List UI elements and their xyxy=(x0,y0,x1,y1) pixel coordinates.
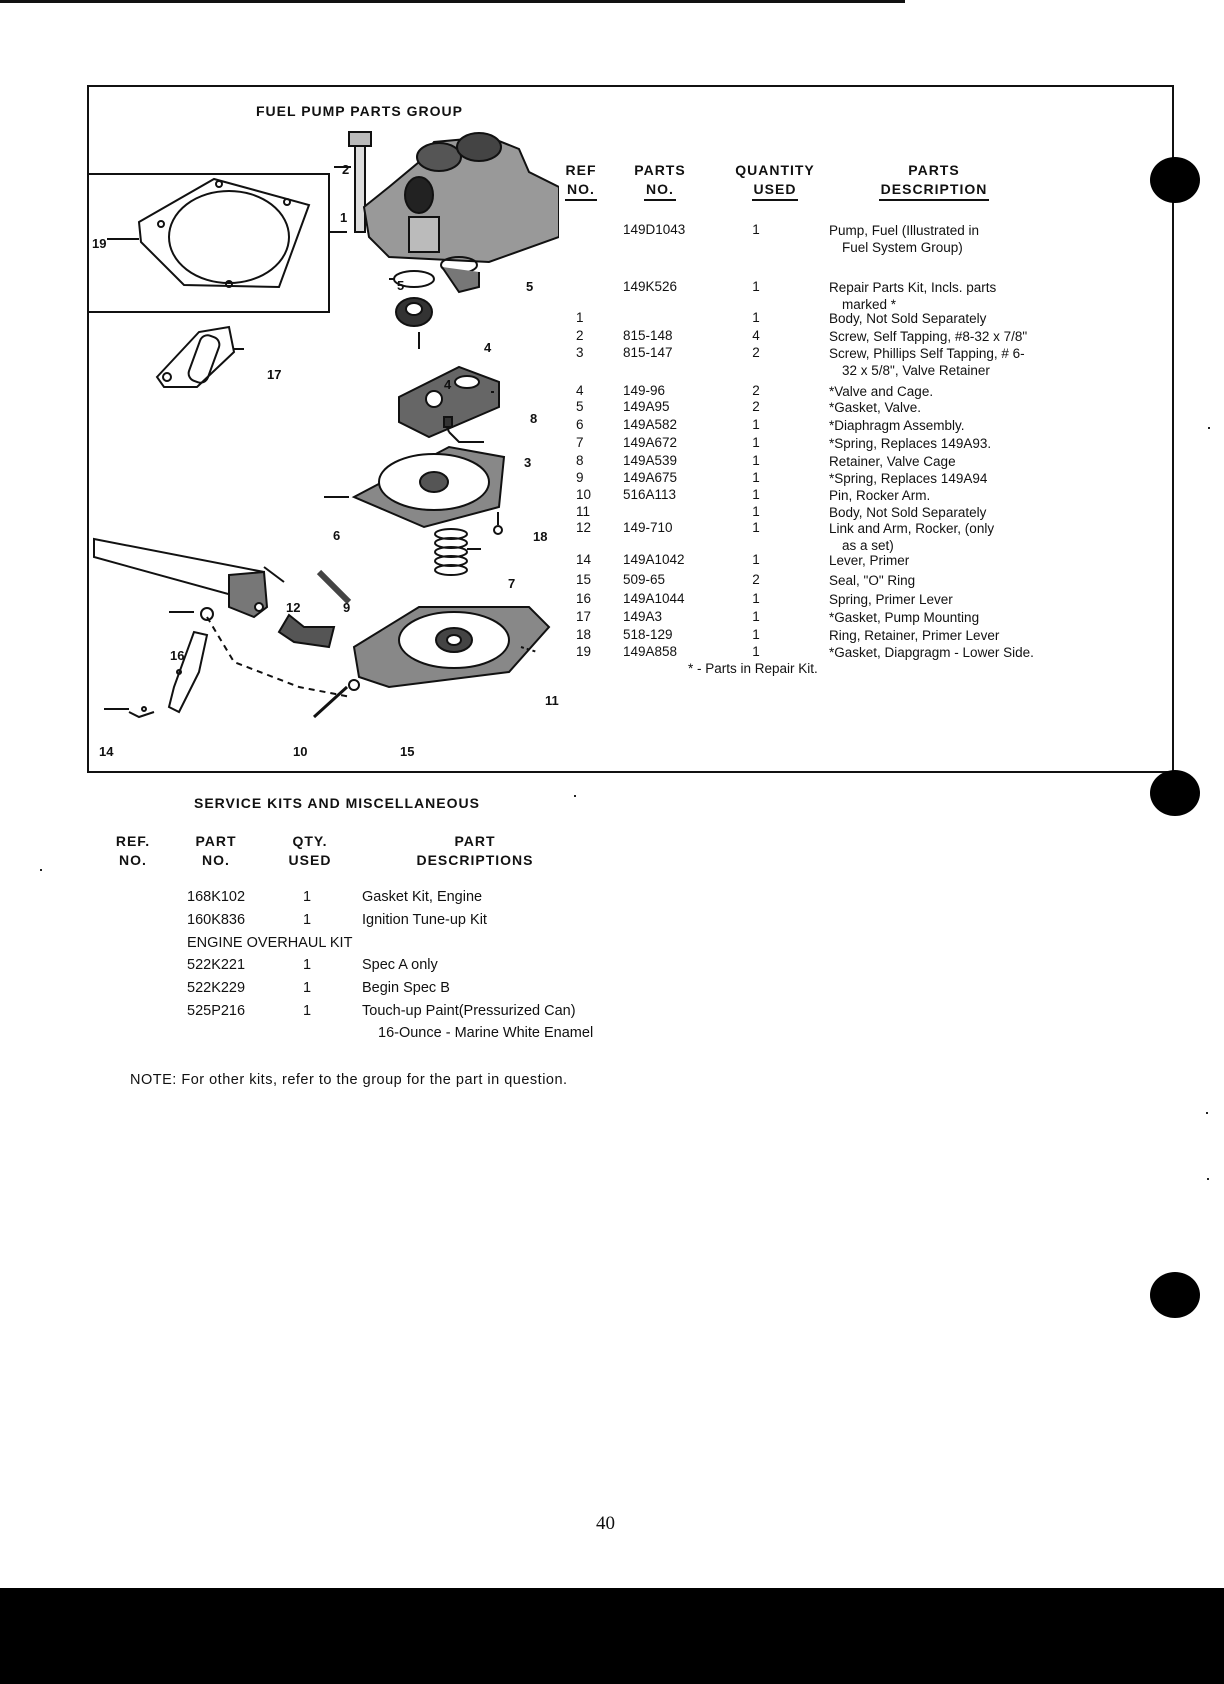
service-desc-cell: Begin Spec B xyxy=(362,980,450,996)
callout-9: 9 xyxy=(343,600,351,615)
callout-1: 1 xyxy=(340,210,348,225)
fuel-pump-exploded-diagram xyxy=(89,87,559,771)
ref-no-cell: 4 xyxy=(576,383,584,398)
quantity-cell: 2 xyxy=(752,399,760,414)
part-no-cell: 149A539 xyxy=(623,453,678,468)
note-text: NOTE: For other kits, refer to the group for the part in question. xyxy=(130,1072,568,1088)
header-qty-line1: QUANTITY xyxy=(735,162,815,178)
bottom-scan-band xyxy=(0,1588,1224,1684)
description-cell: Link and Arm, Rocker, (only xyxy=(829,521,995,536)
scan-speck xyxy=(1207,1178,1209,1180)
service-desc-cell: 16-Ounce - Marine White Enamel xyxy=(378,1025,594,1041)
description-cell: Repair Parts Kit, Incls. parts xyxy=(829,280,997,295)
header-desc-line1: PARTS xyxy=(908,162,960,178)
callout-10: 10 xyxy=(293,744,308,759)
description-cell: *Gasket, Valve. xyxy=(829,400,922,415)
part-no-cell: 516A113 xyxy=(623,487,677,502)
scan-speck xyxy=(574,795,576,797)
callout-3: 3 xyxy=(524,455,532,470)
pump-body-drawing xyxy=(329,132,559,262)
part-no-cell: 149A675 xyxy=(623,470,678,485)
part-no-cell: 149A672 xyxy=(623,435,678,450)
part-no-cell: 149A3 xyxy=(623,609,663,624)
parts-group-title: FUEL PUMP PARTS GROUP xyxy=(256,103,463,119)
callout-17: 17 xyxy=(267,367,282,382)
quantity-cell: 1 xyxy=(752,609,760,624)
part-no-cell: 509-65 xyxy=(623,572,666,587)
part-no-cell: 149A858 xyxy=(623,644,678,659)
service-part-cell: 160K836 xyxy=(187,912,246,928)
quantity-cell: 1 xyxy=(752,504,760,519)
ref-no-cell: 1 xyxy=(576,310,584,325)
header-part-line2: NO. xyxy=(644,180,676,201)
ref-no-cell: 10 xyxy=(576,487,592,502)
part-no-cell: 149K526 xyxy=(623,279,678,294)
part-no-cell: 149-710 xyxy=(623,520,673,535)
service-part-cell: 525P216 xyxy=(187,1003,246,1019)
valve-parts-drawing xyxy=(389,257,479,349)
scan-speck xyxy=(1208,427,1210,429)
ref-no-cell: 17 xyxy=(576,609,592,624)
callout-14: 14 xyxy=(99,744,114,759)
quantity-cell: 2 xyxy=(752,383,760,398)
header-ref-no xyxy=(556,161,606,201)
ref-no-cell: 19 xyxy=(576,644,592,659)
description-cell: marked * xyxy=(842,297,897,312)
quantity-cell: 1 xyxy=(752,552,760,567)
description-cell: Ring, Retainer, Primer Lever xyxy=(829,628,1000,643)
description-cell: *Gasket, Diapgragm - Lower Side. xyxy=(829,645,1034,660)
description-cell: Seal, "O" Ring xyxy=(829,573,916,588)
header-ref-line1: REF xyxy=(565,162,597,178)
service-qty-cell: 1 xyxy=(303,912,312,928)
description-cell: Screw, Phillips Self Tapping, # 6- xyxy=(829,346,1025,361)
ref-no-cell: 2 xyxy=(576,328,584,343)
service-part-cell: 522K229 xyxy=(187,980,246,996)
quantity-cell: 1 xyxy=(752,435,760,450)
punch-hole xyxy=(1150,1272,1200,1318)
callout-4-left: 4 xyxy=(444,377,452,392)
callout-6: 6 xyxy=(333,528,341,543)
part-no-cell: 149A95 xyxy=(623,399,670,414)
callout-12: 12 xyxy=(286,600,301,615)
service-header-ref xyxy=(108,832,158,870)
header-part-line1: PARTS xyxy=(634,162,686,178)
service-part-cell: ENGINE OVERHAUL KIT xyxy=(187,935,353,951)
ref-no-cell: 8 xyxy=(576,453,584,468)
service-header-desc-line1: PART xyxy=(454,833,496,849)
ref-no-cell: 6 xyxy=(576,417,584,432)
service-header-desc xyxy=(400,832,550,870)
punch-hole xyxy=(1150,770,1200,816)
header-parts-description xyxy=(864,161,1004,201)
callout-16: 16 xyxy=(170,648,185,663)
callout-2: 2 xyxy=(342,162,350,177)
description-cell: Fuel System Group) xyxy=(842,240,963,255)
service-header-part xyxy=(186,832,246,870)
service-header-qty xyxy=(280,832,340,870)
quantity-cell: 1 xyxy=(752,279,760,294)
quantity-cell: 1 xyxy=(752,591,760,606)
header-parts-no xyxy=(622,161,698,201)
quantity-cell: 1 xyxy=(752,310,760,325)
parts-footnote: * - Parts in Repair Kit. xyxy=(688,661,818,676)
ref-no-cell: 7 xyxy=(576,435,584,450)
part-no-cell: 149-96 xyxy=(623,383,666,398)
callout-4-right: 4 xyxy=(484,340,492,355)
ref-no-cell: 14 xyxy=(576,552,592,567)
description-cell: Lever, Primer xyxy=(829,553,910,568)
quantity-cell: 2 xyxy=(752,572,760,587)
header-quantity-used xyxy=(720,161,830,201)
description-cell: as a set) xyxy=(842,538,894,553)
service-header-ref-line2: NO. xyxy=(119,852,147,868)
callout-5-left: 5 xyxy=(397,278,405,293)
ref-no-cell: 5 xyxy=(576,399,584,414)
description-cell: *Gasket, Pump Mounting xyxy=(829,610,980,625)
part-no-cell: 149A1042 xyxy=(623,552,685,567)
quantity-cell: 4 xyxy=(752,328,760,343)
service-desc-cell: Spec A only xyxy=(362,957,438,973)
ref-no-cell: 16 xyxy=(576,591,592,606)
service-header-qty-line1: QTY. xyxy=(292,833,328,849)
quantity-cell: 1 xyxy=(752,644,760,659)
description-cell: *Diaphragm Assembly. xyxy=(829,418,965,433)
service-header-ref-line1: REF. xyxy=(115,833,151,849)
ref-no-cell: 3 xyxy=(576,345,584,360)
ref-no-cell: 18 xyxy=(576,627,592,642)
quantity-cell: 1 xyxy=(752,520,760,535)
spring-7-drawing xyxy=(435,529,481,575)
part-no-cell: 518-129 xyxy=(623,627,673,642)
callout-11: 11 xyxy=(545,693,559,708)
service-part-cell: 168K102 xyxy=(187,889,246,905)
scan-speck xyxy=(40,869,42,871)
description-cell: Screw, Self Tapping, #8-32 x 7/8" xyxy=(829,329,1028,344)
callout-15: 15 xyxy=(400,744,415,759)
callout-8: 8 xyxy=(530,411,538,426)
callout-5-right: 5 xyxy=(526,279,534,294)
description-cell: 32 x 5/8", Valve Retainer xyxy=(842,363,990,378)
scan-speck xyxy=(1206,1112,1208,1114)
service-header-part-line2: NO. xyxy=(202,852,230,868)
description-cell: *Valve and Cage. xyxy=(829,384,934,399)
service-header-desc-line2: DESCRIPTIONS xyxy=(416,852,534,868)
part-no-cell: 149D1043 xyxy=(623,222,686,237)
service-desc-cell: Touch-up Paint(Pressurized Can) xyxy=(362,1003,576,1019)
page-number: 40 xyxy=(596,1513,615,1534)
description-cell: Retainer, Valve Cage xyxy=(829,454,956,469)
callout-19: 19 xyxy=(92,236,107,251)
quantity-cell: 1 xyxy=(752,487,760,502)
callout-7: 7 xyxy=(508,576,516,591)
description-cell: Body, Not Sold Separately xyxy=(829,311,987,326)
ref-no-cell: 11 xyxy=(576,504,591,519)
diaphragm-drawing xyxy=(324,447,504,527)
quantity-cell: 1 xyxy=(752,222,760,237)
rocker-arm-drawing xyxy=(94,539,349,647)
quantity-cell: 1 xyxy=(752,453,760,468)
quantity-cell: 1 xyxy=(752,470,760,485)
lower-body-drawing xyxy=(354,607,549,687)
service-qty-cell: 1 xyxy=(303,957,312,973)
service-kits-title: SERVICE KITS AND MISCELLANEOUS xyxy=(194,795,480,811)
gasket-17-drawing xyxy=(157,327,244,387)
part-no-cell: 149A1044 xyxy=(623,591,685,606)
service-header-qty-line2: USED xyxy=(288,852,332,868)
part-no-cell: 815-147 xyxy=(623,345,673,360)
gasket-19-drawing xyxy=(89,174,329,312)
quantity-cell: 1 xyxy=(752,627,760,642)
ref-no-cell: 15 xyxy=(576,572,592,587)
quantity-cell: 1 xyxy=(752,417,760,432)
header-desc-line2: DESCRIPTION xyxy=(879,180,990,201)
description-cell: *Spring, Replaces 149A93. xyxy=(829,436,992,451)
description-cell: *Spring, Replaces 149A94 xyxy=(829,471,988,486)
part-no-cell: 815-148 xyxy=(623,328,673,343)
description-cell: Body, Not Sold Separately xyxy=(829,505,987,520)
header-ref-line2: NO. xyxy=(565,180,597,201)
ref-no-cell: 9 xyxy=(576,470,584,485)
service-part-cell: 522K221 xyxy=(187,957,246,973)
description-cell: Pump, Fuel (Illustrated in xyxy=(829,223,980,238)
punch-hole xyxy=(1150,157,1200,203)
service-desc-cell: Ignition Tune-up Kit xyxy=(362,912,487,928)
part-no-cell: 149A582 xyxy=(623,417,678,432)
callout-18: 18 xyxy=(533,529,548,544)
quantity-cell: 2 xyxy=(752,345,760,360)
description-cell: Pin, Rocker Arm. xyxy=(829,488,931,503)
service-qty-cell: 1 xyxy=(303,1003,312,1019)
ref-no-cell: 12 xyxy=(576,520,592,535)
service-qty-cell: 1 xyxy=(303,980,312,996)
header-qty-line2: USED xyxy=(752,180,799,201)
primer-lever-drawing xyxy=(104,608,359,717)
top-border-line xyxy=(0,0,905,3)
service-header-part-line1: PART xyxy=(195,833,237,849)
service-qty-cell: 1 xyxy=(303,889,312,905)
service-desc-cell: Gasket Kit, Engine xyxy=(362,889,483,905)
description-cell: Spring, Primer Lever xyxy=(829,592,953,607)
